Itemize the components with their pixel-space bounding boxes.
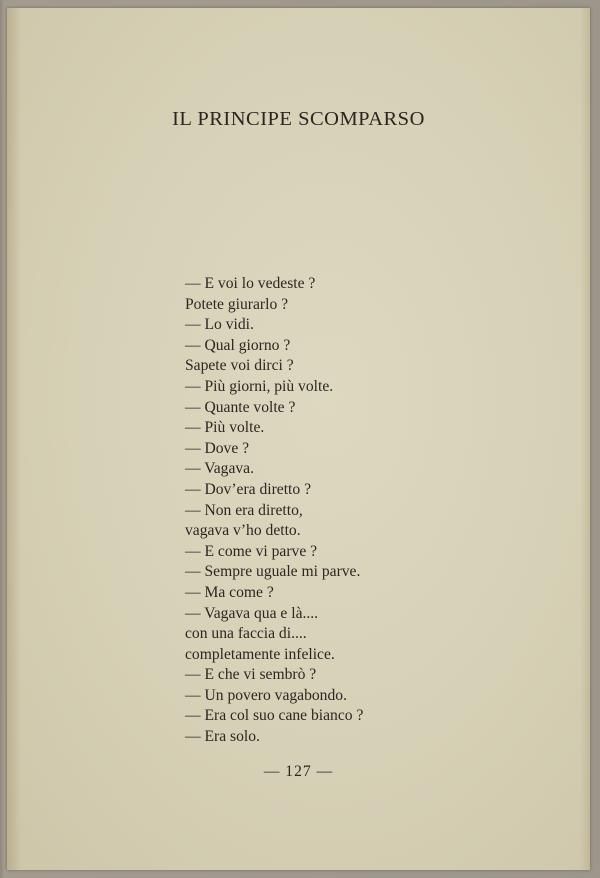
poem-line: — Vagava qua e là....: [185, 604, 319, 622]
poem-line: — Era col suo cane bianco ?: [185, 707, 364, 725]
poem-line: — Qual giorno ?: [185, 336, 291, 354]
poem-line: Potete giurarlo ?: [185, 295, 289, 313]
poem-line: — Lo vidi.: [185, 316, 254, 334]
poem-line: — Era solo.: [185, 728, 260, 746]
poem-line: — Più giorni, più volte.: [185, 377, 334, 395]
poem-line: — Sempre uguale mi parve.: [185, 563, 361, 581]
poem-line: — Più volte.: [185, 419, 265, 437]
poem-line: — E come vi parve ?: [185, 542, 318, 560]
poem-line: — Un povero vagabondo.: [185, 686, 347, 704]
poem-line: — E che vi sembrò ?: [185, 666, 317, 684]
page-spine-shadow: [7, 8, 21, 870]
poem-line: — Ma come ?: [185, 583, 274, 601]
poem-text: [185, 274, 363, 748]
poem-line: — Dov’era diretto ?: [185, 480, 311, 498]
poem-line: — E voi lo vedeste ?: [185, 275, 316, 292]
poem-line: completamente infelice.: [185, 645, 335, 663]
poem-line: — Non era diretto,: [185, 501, 303, 519]
poem-line: Sapete voi dirci ?: [185, 357, 294, 375]
poem-line: — Dove ?: [185, 439, 250, 457]
poem-line: — Vagava.: [185, 460, 254, 478]
book-page: [7, 8, 590, 870]
page-number: — 127 —: [263, 763, 334, 780]
page-edge-shadow: [580, 8, 590, 870]
poem-line: con una faccia di....: [185, 625, 307, 643]
chapter-title: IL PRINCIPE SCOMPARSO: [172, 108, 425, 130]
poem-line: vagava v’ho detto.: [185, 522, 301, 540]
poem-line: — Quante volte ?: [185, 398, 296, 416]
